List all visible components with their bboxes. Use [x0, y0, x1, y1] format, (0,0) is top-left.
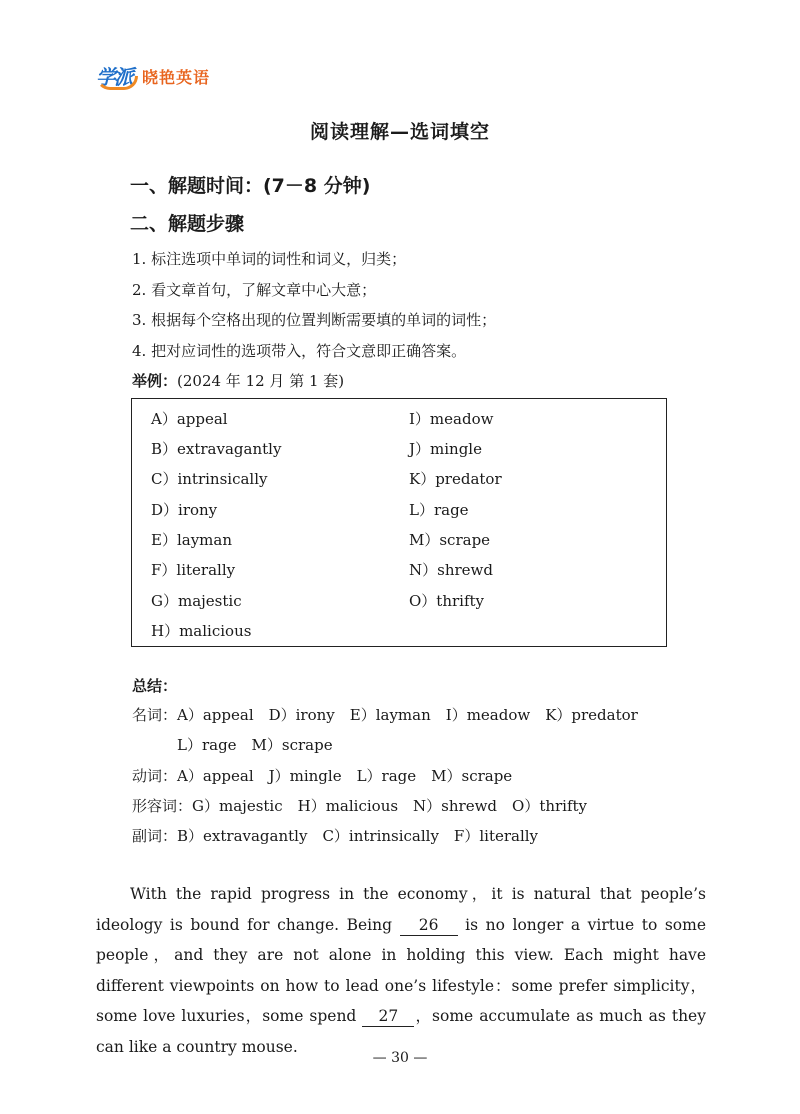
summary-heading	[132, 675, 177, 696]
word-option: E）layman	[151, 531, 232, 549]
word-option: D）irony	[151, 501, 218, 519]
reading-passage	[96, 879, 706, 1062]
blank-27: 27	[362, 1006, 414, 1027]
word-option: I）meadow	[409, 410, 494, 428]
blank-26: 26	[400, 915, 458, 936]
adj-label: 形容词：	[132, 797, 193, 815]
logo-mark-text: 学派	[96, 65, 132, 89]
word-option: L）rage	[409, 501, 469, 519]
verb-list: A）appeal J）mingle L）rage M）scrape	[177, 767, 513, 785]
page-title: 阅读理解—选词填空	[309, 121, 490, 143]
passage-text: ，some accumulate as much as they can like a country mouse.	[96, 1007, 706, 1056]
brand-logo	[96, 60, 210, 92]
noun-list: A）appeal D）irony E）layman I）meadow K）predator	[177, 706, 638, 724]
summary-nouns	[132, 704, 638, 725]
logo-mark	[96, 61, 140, 91]
word-option: A）appeal	[151, 410, 228, 428]
step-item: 1. 标注选项中单词的词性和词义，归类；	[132, 250, 407, 268]
verb-label: 动词：	[132, 767, 178, 785]
word-option: C）intrinsically	[151, 470, 268, 488]
summary-verbs	[132, 765, 512, 786]
word-option: O）thrifty	[409, 592, 485, 610]
word-option: N）shrewd	[409, 561, 493, 579]
word-option: F）literally	[151, 561, 236, 579]
summary-label: 总结：	[132, 677, 178, 695]
word-option: K）predator	[409, 470, 502, 488]
example-line	[132, 370, 344, 391]
summary-adjectives	[132, 795, 587, 816]
passage-paragraph	[96, 879, 706, 1062]
passage-text: With the rapid progress in the economy，it is natural that people’s ideology is bound for change. Being	[96, 885, 706, 934]
example-label: 举例：	[132, 372, 178, 390]
step-item: 3. 根据每个空格出现的位置判断需要填的单词的词性；	[132, 311, 497, 329]
word-option: G）majestic	[151, 592, 242, 610]
page-number: — 30 —	[372, 1050, 428, 1066]
word-option: M）scrape	[409, 531, 491, 549]
adv-label: 副词：	[132, 827, 178, 845]
adv-list: B）extravagantly C）intrinsically F）literally	[177, 827, 539, 845]
noun-label: 名词：	[132, 706, 178, 724]
adj-list: G）majestic H）malicious N）shrewd O）thrifty	[192, 797, 588, 815]
word-option: H）malicious	[151, 622, 252, 640]
step-item: 2. 看文章首句，了解文章中心大意；	[132, 281, 377, 299]
logo-brand-text: 晓艳英语	[142, 67, 211, 87]
word-option: J）mingle	[409, 440, 482, 458]
summary-adverbs	[132, 825, 538, 846]
step-item: 4. 把对应词性的选项带入，符合文意即正确答案。	[132, 342, 467, 360]
summary-nouns-cont: L）rage M）scrape	[177, 736, 333, 754]
word-bank-box	[131, 398, 667, 647]
section-steps-heading: 二、解题步骤	[130, 213, 245, 235]
passage-text: is no longer a virtue to some people，and they are not alone in holding this view. Each might have different viewpoints on how to lead one’s lifestyle：some prefer simplicity，some love luxuries，some spend	[96, 915, 706, 1025]
section-time-heading: 一、解题时间：(7－8 分钟)	[130, 175, 371, 197]
example-source: (2024 年 12 月 第 1 套)	[177, 372, 345, 390]
word-option: B）extravagantly	[151, 440, 282, 458]
